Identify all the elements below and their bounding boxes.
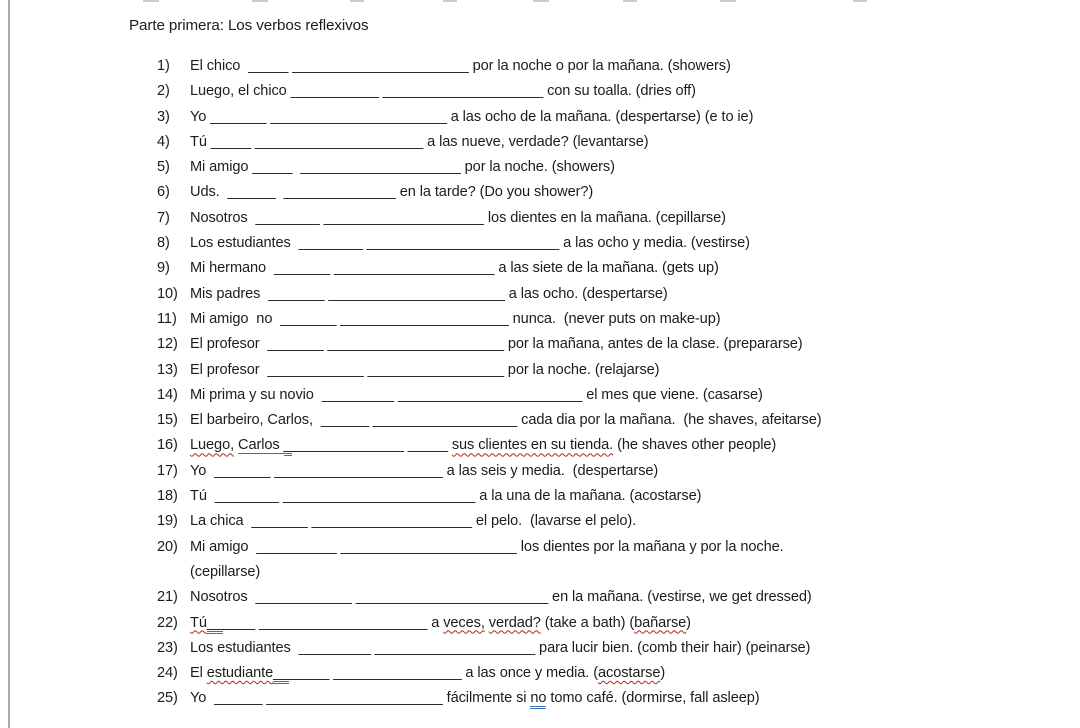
text-segment: ) xyxy=(686,614,691,631)
text-segment: a las once y media. ( xyxy=(461,665,598,682)
text-segment: Nosotros xyxy=(190,589,256,606)
cropped-top-fragments xyxy=(0,0,1080,4)
item-number: 23) xyxy=(157,639,178,656)
item-text xyxy=(190,661,665,686)
item-text xyxy=(190,180,593,205)
text-segment: en la tarde? (Do you shower?) xyxy=(395,184,594,201)
blank-line: ____________________ xyxy=(382,83,544,100)
text-segment: a xyxy=(427,614,444,631)
blank-line: ______________________ xyxy=(327,336,504,353)
item-text xyxy=(190,358,659,383)
item-text xyxy=(190,332,803,357)
item-text xyxy=(190,130,648,155)
text-segment: Mis padres xyxy=(190,285,269,302)
item-number: 18) xyxy=(157,488,178,505)
item-text xyxy=(190,256,719,281)
exercise-item xyxy=(157,155,1075,180)
cropped-text-fragment xyxy=(720,0,736,2)
blank-line: ______ xyxy=(214,690,263,707)
exercise-item xyxy=(157,332,1075,357)
blank-line: _________ xyxy=(321,386,394,403)
text-segment: La chica xyxy=(190,513,252,530)
blank-line: ______________________ xyxy=(266,690,443,707)
text-segment: Yo xyxy=(190,462,215,479)
exercise-item xyxy=(157,206,1075,231)
text-segment: (cepillarse) xyxy=(190,563,261,580)
text-segment: no xyxy=(530,690,546,709)
blank-line: _________ xyxy=(298,639,371,656)
text-segment: el mes que viene. (casarse) xyxy=(582,386,763,403)
exercise-item xyxy=(157,408,1075,433)
cropped-text-fragment xyxy=(853,0,867,2)
exercise-list xyxy=(157,54,1075,712)
item-number: 13) xyxy=(157,361,178,378)
text-segment: para lucir bien. (comb their hair) (peinarse) xyxy=(535,639,811,656)
text-segment: Carlos xyxy=(238,437,284,454)
item-number: 17) xyxy=(157,462,178,479)
item-text xyxy=(190,307,720,332)
text-segment: El barbeiro, Carlos, xyxy=(190,412,321,429)
item-number: 11) xyxy=(157,310,177,327)
exercise-item xyxy=(157,307,1075,332)
blank-line: ________ xyxy=(298,235,363,252)
blank-line: ____________________ xyxy=(300,159,461,176)
text-segment: Nosotros xyxy=(190,209,256,226)
exercise-item xyxy=(157,535,1075,586)
item-number: 7) xyxy=(157,209,170,226)
text-segment: nunca. (never puts on make-up) xyxy=(508,310,721,327)
text-segment: a las ocho y media. (vestirse) xyxy=(559,235,750,252)
blank-line: ________ xyxy=(214,488,279,505)
blank-line: _____ xyxy=(210,133,251,150)
exercise-item xyxy=(157,636,1075,661)
item-text xyxy=(190,484,701,509)
item-text xyxy=(190,686,760,711)
text-segment: Mi hermano xyxy=(190,260,274,277)
blank-line: ______________________ xyxy=(292,58,469,74)
text-segment: estudiante xyxy=(206,665,274,682)
exercise-item xyxy=(157,459,1075,484)
item-text xyxy=(190,459,658,484)
text-segment: cada dia por la mañana. (he shaves, afeitarse) xyxy=(517,412,822,429)
blank-line: _____ xyxy=(248,58,289,74)
blank-line: __________________ xyxy=(372,412,518,429)
item-text xyxy=(190,155,615,180)
cropped-text-fragment xyxy=(252,0,268,2)
item-text xyxy=(190,79,696,104)
page-edge-line xyxy=(8,0,10,728)
text-segment: Tú xyxy=(190,133,211,150)
text-segment: Yo xyxy=(190,108,211,125)
item-number: 15) xyxy=(157,412,178,429)
text-segment: (he shaves other people) xyxy=(613,437,777,454)
blank-line: ___________ xyxy=(290,83,379,100)
item-text xyxy=(190,105,753,130)
item-number: 9) xyxy=(157,260,170,277)
item-text xyxy=(190,636,810,661)
blank-line: ____________ xyxy=(255,589,352,606)
blank-line: ______________ xyxy=(291,437,404,454)
item-number: 25) xyxy=(157,690,178,707)
item-text xyxy=(190,611,691,636)
text-segment: veces, xyxy=(443,614,485,631)
text-segment: bañarse xyxy=(634,614,687,631)
text-segment: (take a bath) ( xyxy=(540,614,635,631)
blank-line: _______ xyxy=(280,310,337,327)
blank-line: _____ xyxy=(252,159,293,176)
blank-line: ______________________ xyxy=(270,108,447,125)
text-segment: en la mañana. (vestirse, we get dressed) xyxy=(548,589,812,606)
item-number: 4) xyxy=(157,133,170,150)
item-text xyxy=(190,535,784,586)
text-segment: Mi amigo no xyxy=(190,310,281,327)
exercise-item xyxy=(157,54,1075,79)
blank-line: _____ xyxy=(289,665,330,682)
text-segment: a las siete de la mañana. (gets up) xyxy=(494,260,719,277)
blank-line: _______________________ xyxy=(397,386,583,403)
text-segment: con su toalla. (dries off) xyxy=(543,83,696,100)
blank-line: ____________ xyxy=(267,361,364,378)
blank-line: _ xyxy=(284,437,292,456)
text-segment: Tú xyxy=(190,614,207,631)
exercise-item xyxy=(157,611,1075,636)
text-segment: ) xyxy=(660,665,666,682)
item-number: 2) xyxy=(157,83,170,100)
blank-line: _______ xyxy=(251,513,308,530)
blank-line: ______________________ xyxy=(328,285,505,302)
cropped-text-fragment xyxy=(143,0,159,2)
exercise-item xyxy=(157,231,1075,256)
text-segment: Mi prima y su novio xyxy=(190,386,322,403)
item-number: 10) xyxy=(157,285,178,302)
text-segment: Los estudiantes xyxy=(190,639,299,656)
blank-line: _____________________ xyxy=(340,310,509,327)
blank-line: __ xyxy=(207,615,223,634)
blank-line: ____________________ xyxy=(334,260,495,277)
item-number: 21) xyxy=(157,589,178,606)
text-segment: a las seis y media. (despertarse) xyxy=(442,462,659,479)
blank-line: __________ xyxy=(256,538,337,555)
item-text xyxy=(190,433,776,458)
cropped-text-fragment xyxy=(623,0,637,2)
item-text xyxy=(190,585,812,610)
text-segment: Luego, el chico xyxy=(190,83,291,100)
item-text xyxy=(190,383,763,408)
text-segment: El chico xyxy=(190,58,249,74)
exercise-item xyxy=(157,282,1075,307)
blank-line: _______ xyxy=(267,336,324,353)
blank-line: __ xyxy=(273,665,289,684)
text-segment: Yo xyxy=(190,690,215,707)
cropped-text-fragment xyxy=(350,0,364,2)
blank-line: ______ xyxy=(227,184,276,201)
blank-line: ______ xyxy=(320,412,369,429)
item-number: 8) xyxy=(157,235,170,252)
blank-line: ________ xyxy=(255,209,320,226)
item-number: 24) xyxy=(157,665,178,682)
blank-line: ____________________ xyxy=(374,639,536,656)
item-text xyxy=(190,54,731,79)
text-segment: por la noche o por la mañana. (showers) xyxy=(468,58,731,74)
text-segment: Mi amigo xyxy=(190,159,253,176)
text-segment: El profesor xyxy=(190,361,268,378)
cropped-text-fragment xyxy=(533,0,549,2)
section-title: Parte primera: Los verbos reflexivos xyxy=(129,17,369,34)
text-segment: Los estudiantes xyxy=(190,235,299,252)
exercise-item xyxy=(157,105,1075,130)
blank-line: _____________________ xyxy=(258,614,428,631)
blank-line: ______________ xyxy=(283,184,396,201)
text-segment: a las ocho de la mañana. (despertarse) (e to ie) xyxy=(446,108,754,125)
exercise-item xyxy=(157,256,1075,281)
item-number: 3) xyxy=(157,108,170,125)
blank-line: ________________ xyxy=(333,665,462,682)
text-segment: fácilmente si xyxy=(442,690,531,707)
exercise-item xyxy=(157,509,1075,534)
text-segment: El profesor xyxy=(190,336,268,353)
text-segment: el pelo. (lavarse el pelo). xyxy=(471,513,637,530)
item-text xyxy=(190,231,750,256)
exercise-item xyxy=(157,358,1075,383)
text-segment xyxy=(276,184,284,200)
item-number: 1) xyxy=(157,58,170,74)
text-segment: tomo café. (dormirse, fall asleep) xyxy=(546,690,760,707)
item-number: 14) xyxy=(157,386,178,403)
blank-line: _____ xyxy=(407,437,448,454)
blank-line: _________________ xyxy=(367,361,504,378)
exercise-item xyxy=(157,180,1075,205)
text-segment: El xyxy=(190,665,207,682)
blank-line: _______ xyxy=(210,108,267,125)
text-segment: a las nueve, verdade? (levantarse) xyxy=(423,133,649,150)
item-number: 22) xyxy=(157,614,178,631)
item-number: 6) xyxy=(157,184,170,201)
blank-line: ______________________ xyxy=(340,538,517,555)
blank-line: ________________________ xyxy=(282,488,476,505)
text-segment: Tú xyxy=(190,488,215,505)
text-segment: acostarse xyxy=(597,665,661,682)
item-number: 5) xyxy=(157,159,170,176)
item-text xyxy=(190,509,636,534)
item-number: 20) xyxy=(157,538,178,555)
item-number: 12) xyxy=(157,336,178,353)
blank-line: _______ xyxy=(214,462,271,479)
text-segment: a la una de la mañana. (acostarse) xyxy=(475,488,702,505)
item-text xyxy=(190,408,821,433)
text-segment: por la mañana, antes de la clase. (prepararse) xyxy=(503,336,803,353)
item-number: 19) xyxy=(157,513,178,530)
text-segment: los dientes por la mañana y por la noche. xyxy=(516,538,784,555)
item-number: 16) xyxy=(157,437,178,454)
blank-line: _______ xyxy=(268,285,325,302)
blank-line: _____________________ xyxy=(254,133,424,150)
text-segment: por la noche. (showers) xyxy=(460,159,615,176)
blank-line: ____ xyxy=(222,614,255,631)
exercise-item xyxy=(157,661,1075,686)
exercise-item xyxy=(157,585,1075,610)
text-segment: por la noche. (relajarse) xyxy=(503,361,660,378)
text-segment: los dientes en la mañana. (cepillarse) xyxy=(483,209,726,226)
blank-line: ________________________ xyxy=(355,589,549,606)
blank-line: _______ xyxy=(273,260,331,277)
exercise-item xyxy=(157,79,1075,104)
text-segment: sus clientes en su tienda. xyxy=(451,437,614,454)
blank-line: ________________________ xyxy=(366,235,560,252)
text-segment: Uds. xyxy=(190,184,228,201)
exercise-item xyxy=(157,383,1075,408)
text-segment: Mi amigo xyxy=(190,538,257,555)
exercise-item xyxy=(157,686,1075,711)
blank-line: ____________________ xyxy=(323,209,484,226)
text-segment: Luego, xyxy=(190,437,235,454)
blank-line: _____________________ xyxy=(274,462,443,479)
exercise-item xyxy=(157,484,1075,509)
text-segment: verdad? xyxy=(488,614,541,631)
item-text xyxy=(190,282,668,307)
item-text xyxy=(190,206,726,231)
exercise-item xyxy=(157,433,1075,458)
cropped-text-fragment xyxy=(443,0,457,2)
exercise-item xyxy=(157,130,1075,155)
blank-line: ____________________ xyxy=(311,513,472,530)
text-segment: a las ocho. (despertarse) xyxy=(504,285,668,302)
